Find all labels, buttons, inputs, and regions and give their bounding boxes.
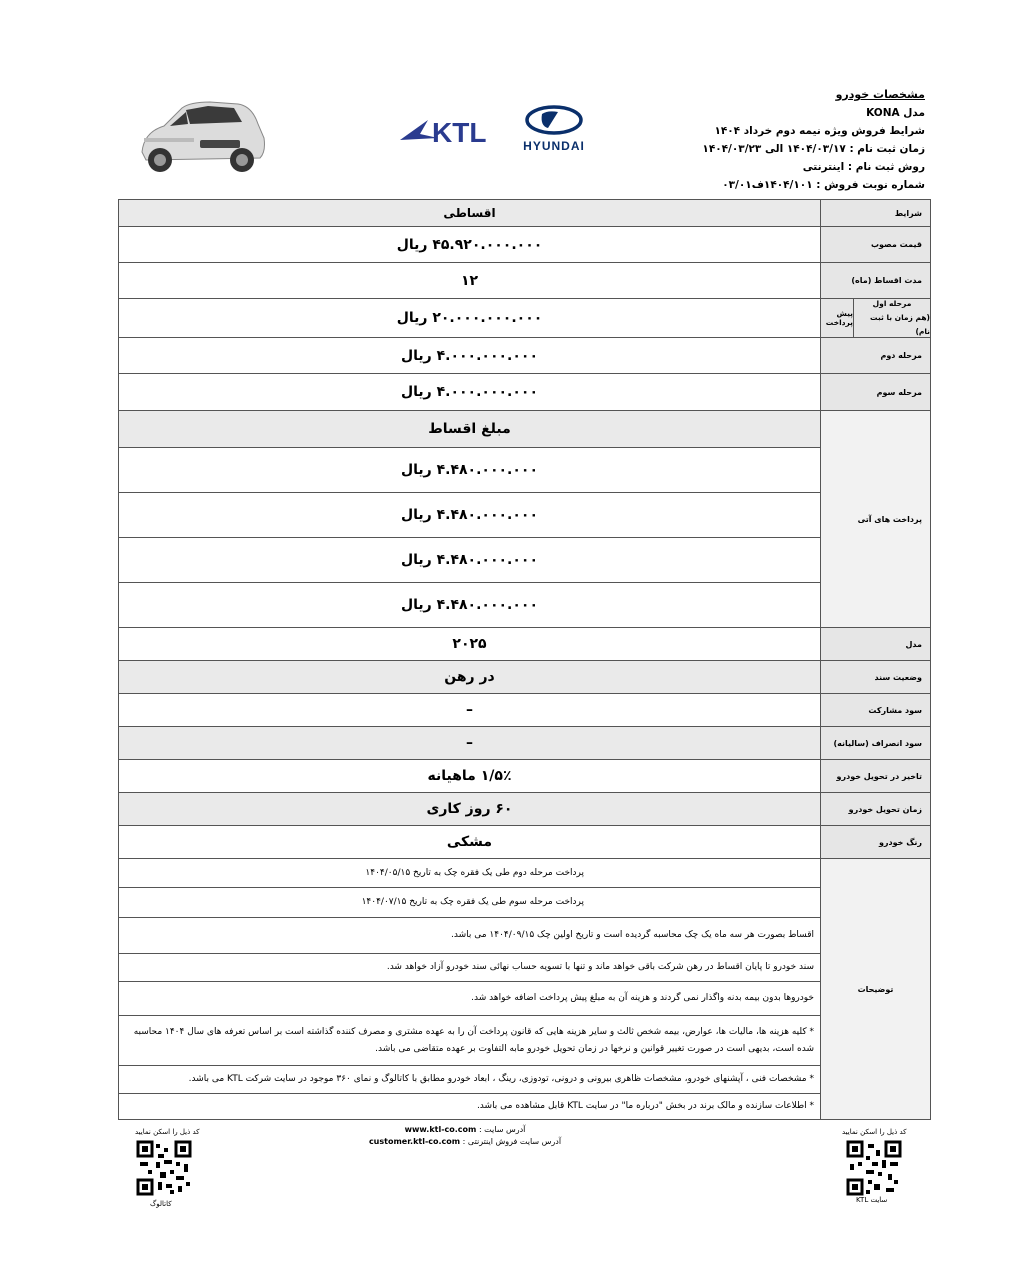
prepay-label: پیش پرداخت (825, 309, 853, 327)
specs-block (625, 86, 925, 194)
shop-url-link[interactable]: customer.ktl-co.com (368, 1137, 461, 1146)
doc-label: وضعیت سند (821, 661, 931, 694)
installment-value: ۴.۴۸۰.۰۰۰.۰۰۰ ریال (119, 538, 821, 583)
scan-left-text: کد ذیل را اسکن نمایید (135, 1128, 200, 1136)
future-label: پرداخت های آتی (821, 411, 931, 628)
stage1-sub: (هم زمان با ثبت نام) (870, 313, 930, 336)
cancel-label: سود انصراف (سالیانه) (821, 727, 931, 760)
prepay-cell (821, 299, 931, 338)
brand-logos (398, 104, 608, 154)
spec-line: شماره نوبت فروش : ۱۴۰۴/۱۰۱ف۰۳/۰۱ (722, 179, 925, 191)
site-label: آدرس سایت : (478, 1125, 526, 1134)
site-qr-icon[interactable] (846, 1140, 902, 1196)
color-value: مشکی (119, 826, 821, 859)
ktl-site-text: سایت KTL (856, 1196, 888, 1204)
ktl-hyundai-logo-icon (398, 104, 608, 154)
header (0, 0, 1029, 200)
hyundai-logo-text: HYUNDAI (523, 139, 585, 153)
stage1-value: ۲۰.۰۰۰.۰۰۰.۰۰۰ ریال (119, 299, 821, 338)
model-value: ۲۰۲۵ (119, 628, 821, 661)
note-item: پرداخت مرحله سوم طی یک فقره چک به تاریخ ۱۴۰۴/۰۷/۱۵ (119, 888, 821, 918)
doc-value: در رهن (119, 661, 821, 694)
stage3-label: مرحله سوم (821, 374, 931, 411)
delivery-value: ۶۰ روز کاری (119, 793, 821, 826)
cancel-value: – (119, 727, 821, 760)
delay-value: ۱/۵٪ ماهیانه (119, 760, 821, 793)
site-url-link[interactable]: www.ktl-co.com (404, 1125, 477, 1134)
stage1-label: مرحله اول (872, 299, 912, 308)
stage2-value: ۴.۰۰۰.۰۰۰.۰۰۰ ریال (119, 338, 821, 374)
notes-label: توضیحات (821, 859, 931, 1120)
stage3-value: ۴.۰۰۰.۰۰۰.۰۰۰ ریال (119, 374, 821, 411)
delivery-label: زمان تحویل خودرو (821, 793, 931, 826)
model-label: مدل (821, 628, 931, 661)
shop-label: آدرس سایت فروش اینترنتی : (462, 1137, 562, 1146)
installment-header: مبلغ اقساط (119, 411, 821, 448)
specs-title: مشخصات خودرو (835, 88, 925, 101)
scan-right-text: کد ذیل را اسکن نمایید (842, 1128, 907, 1136)
car-image (130, 92, 270, 182)
installment-value: ۴.۴۸۰.۰۰۰.۰۰۰ ریال (119, 583, 821, 628)
spec-line: روش ثبت نام : اینترنتی (802, 161, 925, 173)
sales-table (118, 199, 931, 1120)
catalog-text: کاتالوگ (150, 1200, 172, 1208)
ktl-logo-text: KTL (432, 117, 487, 148)
note-item: * کلیه هزینه ها، مالیات ها، عوارض، بیمه شخص ثالث و سایر هزینه هایی که قانون پرداخت آن را به عهده مشتری و مصرف کننده گذاشته است بر اساس تعرفه های سال ۱۴۰۴ محاسبه شده است، بدیهی است در صورت تغییر قوانین و نرخها در زمان تحویل خودرو مابه التفاوت بر عهده متقاضی می باشد. (119, 1016, 821, 1066)
price-value: ۴۵.۹۲۰.۰۰۰.۰۰۰ ریال (119, 227, 821, 263)
delay-label: تاخیر در تحویل خودرو (821, 760, 931, 793)
note-item: * مشخصات فنی ، آپشنهای خودرو، مشخصات ظاهری بیرونی و درونی، تودوزی، رینگ ، ابعاد خودرو مطابق با کاتالوگ و نمای ۳۶۰ موجود در سایت شرکت KTL می باشد. (119, 1066, 821, 1094)
stage1-label-group (853, 299, 930, 337)
conditions-label: شرایط (821, 200, 931, 227)
partner-label: سود مشارکت (821, 694, 931, 727)
note-item: پرداخت مرحله دوم طی یک فقره چک به تاریخ ۱۴۰۴/۰۵/۱۵ (119, 859, 821, 888)
installment-value: ۴.۴۸۰.۰۰۰.۰۰۰ ریال (119, 493, 821, 538)
site-info (300, 1124, 630, 1148)
note-item: * اطلاعات سازنده و مالک برند در بخش "درباره ما" در سایت KTL قابل مشاهده می باشد. (119, 1094, 821, 1120)
months-label: مدت اقساط (ماه) (821, 263, 931, 299)
installment-value: ۴.۴۸۰.۰۰۰.۰۰۰ ریال (119, 448, 821, 493)
catalog-qr-icon[interactable] (136, 1140, 192, 1196)
months-value: ۱۲ (119, 263, 821, 299)
price-label: قیمت مصوب (821, 227, 931, 263)
spec-line: مدل KONA (866, 107, 925, 119)
color-label: رنگ خودرو (821, 826, 931, 859)
note-item: اقساط بصورت هر سه ماه یک چک محاسبه گردیده است و تاریخ اولین چک ۱۴۰۴/۰۹/۱۵ می باشد. (119, 918, 821, 954)
stage2-label: مرحله دوم (821, 338, 931, 374)
spec-line: زمان ثبت نام : ۱۴۰۴/۰۳/۱۷ الی ۱۴۰۴/۰۳/۲۳ (702, 143, 925, 155)
note-item: خودروها بدون بیمه بدنه واگذار نمی گردند و هزینه آن به مبلغ پیش پرداخت اضافه خواهد شد. (119, 982, 821, 1016)
note-item: سند خودرو تا پایان اقساط در رهن شرکت باقی خواهد ماند و تنها با تسویه حساب نهائی سند خودرو آزاد خواهد شد. (119, 954, 821, 982)
spec-line: شرایط فروش ویژه نیمه دوم خرداد ۱۴۰۴ (714, 125, 925, 137)
conditions-value: اقساطی (119, 200, 821, 227)
partner-value: – (119, 694, 821, 727)
